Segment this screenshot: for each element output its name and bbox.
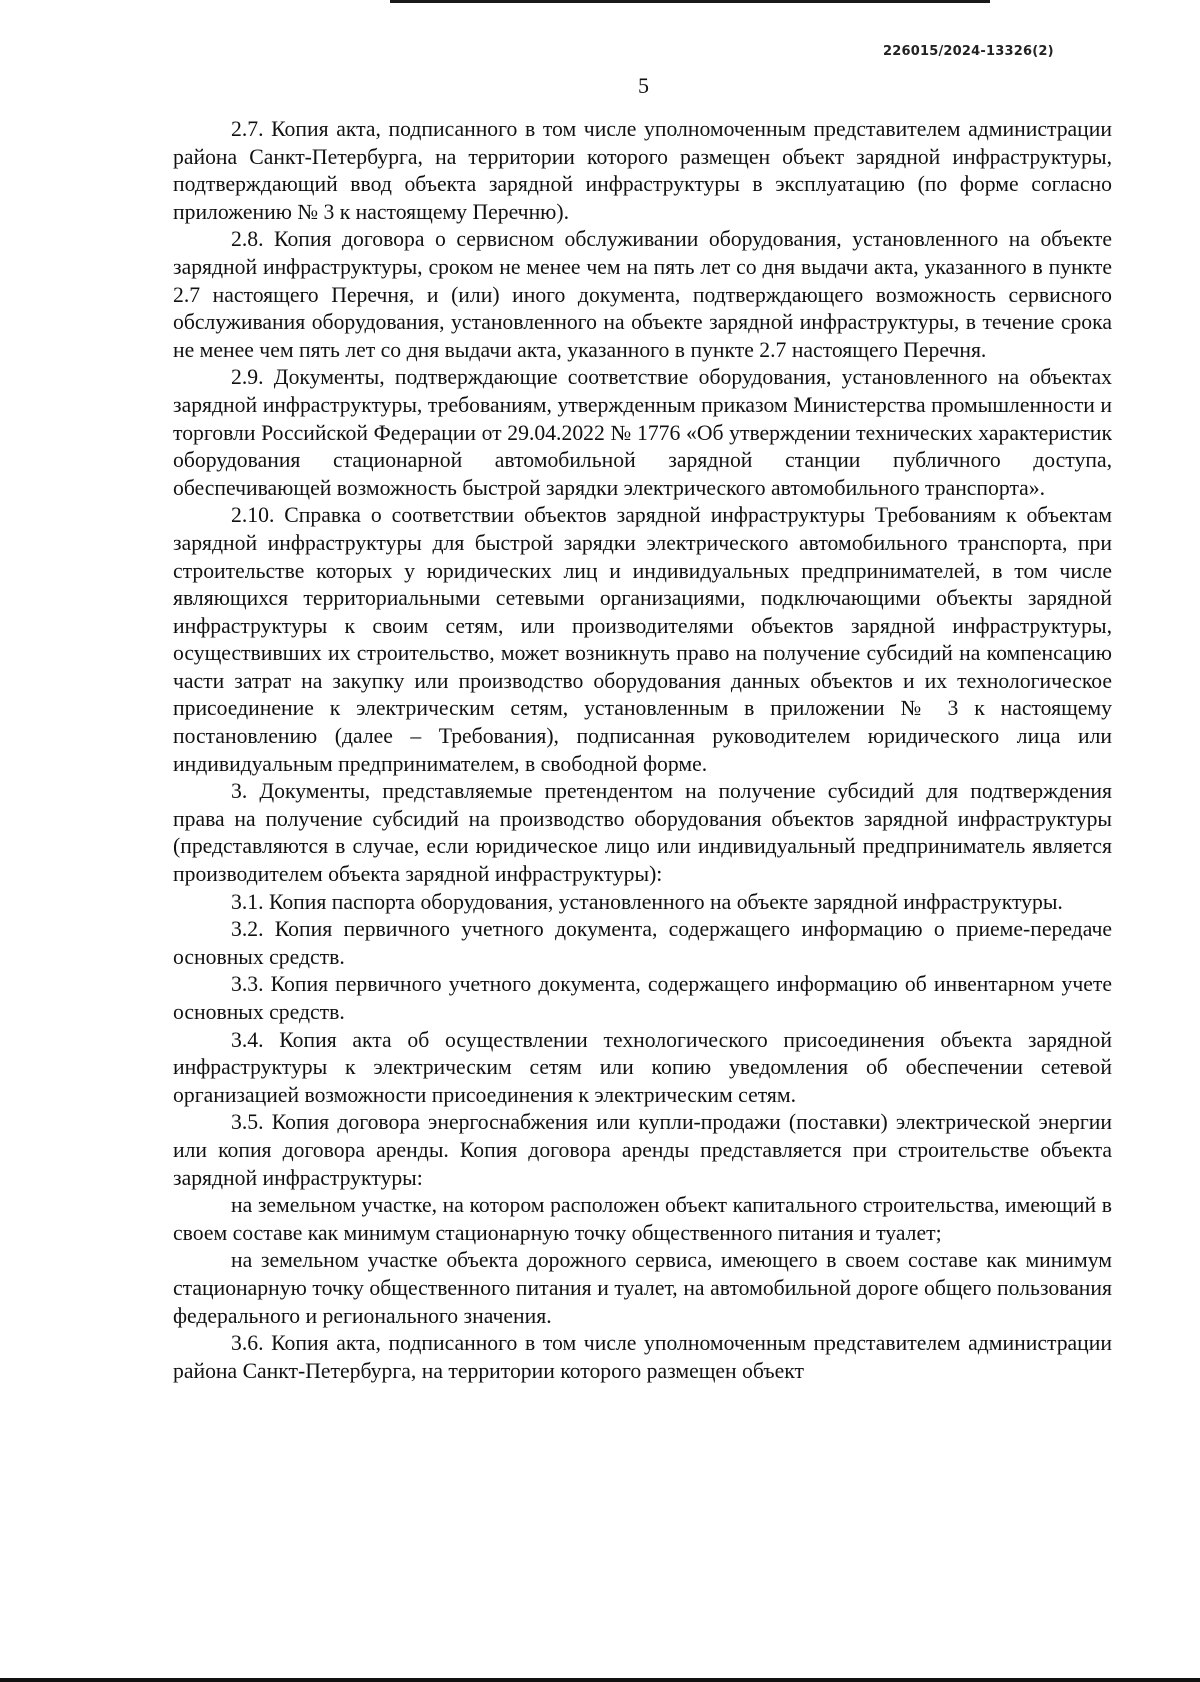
document-body	[173, 116, 1112, 1385]
paragraph-3-5: 3.5. Копия договора энергоснабжения или купли-продажи (поставки) электрической энергии или копия договора аренды. Копия договора аренды представляется при строительстве объекта зарядной инфраструктуры:	[173, 1110, 1112, 1190]
paragraph-land-plot-road-service: на земельном участке объекта дорожного сервиса, имеющего в своем составе как минимум стационарную точку общественного питания и туалет, на автомобильной дороге общего пользования федерального и регионального значения.	[173, 1248, 1112, 1328]
page-number: 5	[638, 73, 649, 98]
paragraph-2-10: 2.10. Справка о соответствии объектов зарядной инфраструктуры Требованиям к объектам зарядной инфраструктуры для быстрой зарядки электрического автомобильного транспорта, при строительстве которых у юридических лиц и индивидуальных предпринимателей, в том числе являющихся территориальными сетевыми организациями, подключающими объекты зарядной инфраструктуры к своим сетям, или производителями объектов зарядной инфраструктуры, осуществивших их строительство, может возникнуть право на получение субсидий на компенсацию части затрат на закупку или производство оборудования данных объектов и их технологическое присоединение к электрическим сетям, установленным в приложении № 3 к настоящему постановлению (далее – Требования), подписанная руководителем юридического лица или индивидуальным предпринимателем, в свободной форме.	[173, 503, 1112, 776]
paragraph-3-1: 3.1. Копия паспорта оборудования, установленного на объекте зарядной инфраструктуры.	[231, 889, 1063, 914]
paragraph-3-3: 3.3. Копия первичного учетного документа, содержащего информацию об инвентарном учете основных средств.	[173, 972, 1112, 1024]
paragraph-3-2: 3.2. Копия первичного учетного документа, содержащего информацию о приеме-передаче основных средств.	[173, 917, 1112, 969]
paragraph-3-6: 3.6. Копия акта, подписанного в том числе уполномоченным представителем администрации района Санкт-Петербурга, на территории которого размещен объект	[173, 1331, 1112, 1383]
paragraph-3-4: 3.4. Копия акта об осуществлении технологического присоединения объекта зарядной инфраструктуры к электрическим сетям или копию уведомления об обеспечении сетевой организацией возможности присоединения к электрическим сетям.	[173, 1027, 1112, 1107]
document-number: 226015/2024-13326(2)	[883, 44, 1054, 59]
paragraph-2-7: 2.7. Копия акта, подписанного в том числе уполномоченным представителем администрации района Санкт-Петербурга, на территории которого размещен объект зарядной инфраструктуры, подтверждающий ввод объекта зарядной инфраструктуры в эксплуатацию (по форме согласно приложению № 3 к настоящему Перечню).	[173, 117, 1112, 224]
paragraph-2-8: 2.8. Копия договора о сервисном обслуживании оборудования, установленного на объекте зарядной инфраструктуры, сроком не менее чем на пять лет со дня выдачи акта, указанного в пункте 2.7 настоящего Перечня, и (или) иного документа, подтверждающего возможность сервисного обслуживания оборудования, установленного на объекте зарядной инфраструктуры, в течение срока не менее чем пять лет со дня выдачи акта, указанного в пункте 2.7 настоящего Перечня.	[173, 227, 1112, 362]
scan-edge-top	[390, 0, 990, 3]
paragraph-2-9: 2.9. Документы, подтверждающие соответствие оборудования, установленного на объектах зарядной инфраструктуры, требованиям, утвержденным приказом Министерства промышленности и торговли Российской Федерации от 29.04.2022 № 1776 «Об утверждении технических характеристик оборудования стационарной автомобильной зарядной станции публичного доступа, обеспечивающей возможность быстрой зарядки электрического автомобильного транспорта».	[173, 365, 1112, 500]
paragraph-land-plot-capital: на земельном участке, на котором расположен объект капитального строительства, имеющий в своем составе как минимум стационарную точку общественного питания и туалет;	[173, 1193, 1112, 1245]
paragraph-3: 3. Документы, представляемые претендентом на получение субсидий для подтверждения права на получение субсидий на производство оборудования объектов зарядной инфраструктуры (представляются в случае, если юридическое лицо или индивидуальный предприниматель является производителем объекта зарядной инфраструктуры):	[173, 779, 1112, 887]
scan-edge-bottom	[0, 1678, 1200, 1682]
